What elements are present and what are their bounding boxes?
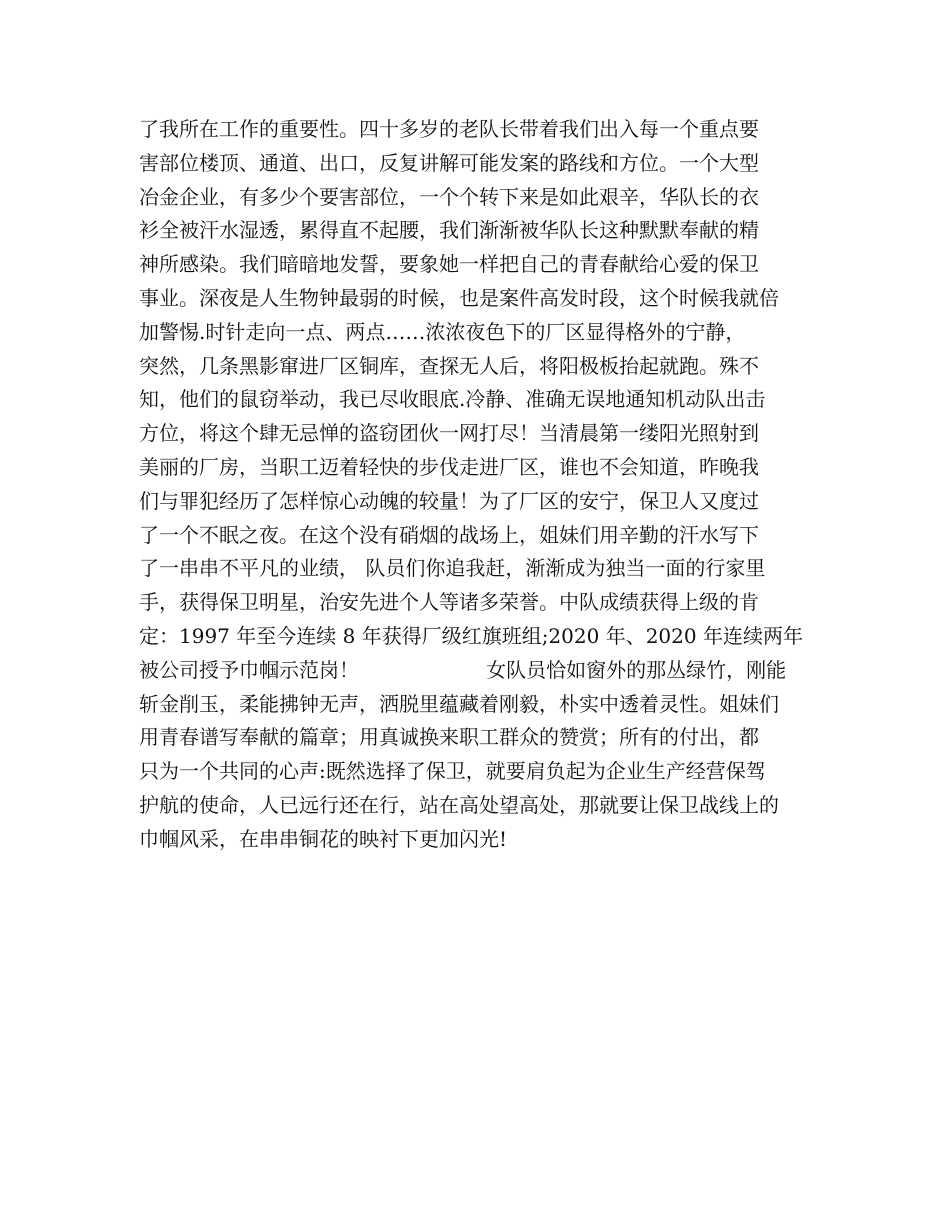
text-line: 巾帼风采，在串串铜花的映衬下更加闪光! <box>139 826 508 851</box>
text-line: 知，他们的鼠窃举动，我已尽收眼底.冷静、准确无误地通知机动队出击 <box>139 387 766 412</box>
text-line: 被公司授予巾帼示范岗！ 女队员恰如窗外的那丛绿竹，刚能 <box>139 657 787 682</box>
text-line: 突然，几条黑影窜进厂区铜库，查探无人后，将阳极板抬起就跑。殊不 <box>139 353 759 378</box>
text-line: 了一串串不平凡的业绩， 队员们你追我赶，渐渐成为独当一面的行家里 <box>139 556 766 581</box>
text-line: 手，获得保卫明星，治安先进个人等诸多荣誉。中队成绩获得上级的肯 <box>139 590 759 615</box>
text-line: 只为一个共同的心声:既然选择了保卫，就要肩负起为企业生产经营保驾 <box>139 759 766 784</box>
text-line: 衫全被汗水湿透，累得直不起腰，我们渐渐被华队长这种默默奉献的精 <box>139 218 759 243</box>
text-line: 方位，将这个肆无忌惮的盗窃团伙一网打尽！当清晨第一缕阳光照射到 <box>139 421 759 446</box>
text-line: 用青春谱写奉献的篇章；用真诚换来职工群众的赞赏；所有的付出，都 <box>139 725 759 750</box>
text-line: 美丽的厂房，当职工迈着轻快的步伐走进厂区，谁也不会知道，昨晚我 <box>139 454 759 479</box>
text-line: 冶金企业，有多少个要害部位，一个个转下来是如此艰辛，华队长的衣 <box>139 184 759 209</box>
text-line: 了一个不眠之夜。在这个没有硝烟的战场上，姐妹们用辛勤的汗水写下 <box>139 522 759 547</box>
text-line: 加警惕.时针走向一点、两点……浓浓夜色下的厂区显得格外的宁静， <box>139 319 746 344</box>
body-paragraph <box>139 113 829 857</box>
text-line: 事业。深夜是人生物钟最弱的时候，也是案件高发时段，这个时候我就倍 <box>139 285 779 310</box>
text-line: 们与罪犯经历了怎样惊心动魄的较量！为了厂区的安宁，保卫人又度过 <box>139 488 759 513</box>
text-line: 斩金削玉，柔能拂钟无声，洒脱里蕴藏着刚毅，朴实中透着灵性。姐妹们 <box>139 691 779 716</box>
text-line: 害部位楼顶、通道、出口，反复讲解可能发案的路线和方位。一个大型 <box>139 150 759 175</box>
text-line: 定：1997 年至今连续 8 年获得厂级红旗班组;2020 年、2020 年连续两年 <box>139 623 803 648</box>
text-line: 神所感染。我们暗暗地发誓，要象她一样把自己的青春献给心爱的保卫 <box>139 252 759 277</box>
text-line: 护航的使命，人已远行还在行，站在高处望高处，那就要让保卫战线上的 <box>139 792 779 817</box>
text-line: 了我所在工作的重要性。四十多岁的老队长带着我们出入每一个重点要 <box>139 117 759 141</box>
